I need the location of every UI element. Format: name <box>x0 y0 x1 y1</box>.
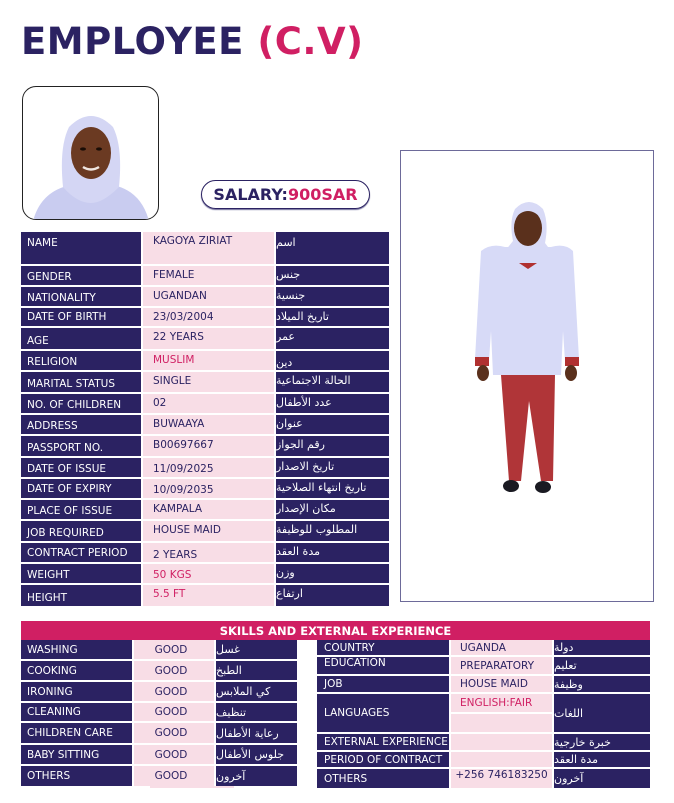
row-label: NO. OF CHILDREN <box>21 394 141 413</box>
skill-value: GOOD <box>132 703 216 721</box>
skill-arabic: رعاية الأطفال <box>216 723 297 743</box>
row-arabic: الحالة الاجتماعية <box>276 372 389 392</box>
row-value: FEMALE <box>141 266 276 285</box>
row-label: MARITAL STATUS <box>21 372 141 392</box>
table-row <box>21 521 389 543</box>
experience-arabic: آخرون <box>554 769 650 788</box>
language-value: ENGLISH:FAIR <box>451 694 552 714</box>
table-row <box>21 500 389 521</box>
skills-table <box>21 640 297 786</box>
row-label: JOB REQUIRED <box>21 521 141 541</box>
row-value: 2 YEARS <box>141 543 276 562</box>
skill-label: CHILDREN CARE <box>21 723 132 743</box>
row-value: UGANDAN <box>141 287 276 306</box>
experience-label: EDUCATION <box>317 657 449 674</box>
experience-arabic: خبرة خارجية <box>554 734 650 750</box>
row-value: B00697667 <box>141 436 276 456</box>
table-row <box>21 351 389 372</box>
row-arabic: المطلوب للوظيفة <box>276 521 389 541</box>
row-label: PLACE OF ISSUE <box>21 500 141 519</box>
table-row <box>21 564 389 585</box>
table-row <box>21 266 389 287</box>
skill-arabic: غسل <box>216 640 297 659</box>
row-value: 02 <box>141 394 276 413</box>
table-tail-decoration <box>150 786 234 788</box>
row-arabic: مكان الإصدار <box>276 500 389 519</box>
table-row <box>21 640 297 661</box>
row-label: ADDRESS <box>21 415 141 434</box>
table-row <box>21 372 389 394</box>
skill-label: CLEANING <box>21 703 132 721</box>
page-title <box>21 20 364 63</box>
experience-label: JOB <box>317 676 449 692</box>
row-value: 5.5 FT <box>141 585 276 606</box>
row-arabic: رقم الجواز <box>276 436 389 456</box>
experience-value: +256 746183250 <box>449 769 554 788</box>
row-label: DATE OF ISSUE <box>21 458 141 477</box>
row-arabic: عمر <box>276 328 389 349</box>
experience-arabic: مدة العقد <box>554 752 650 767</box>
skill-arabic: تنظيف <box>216 703 297 721</box>
table-row <box>21 661 297 682</box>
row-value: SINGLE <box>141 372 276 392</box>
row-label: HEIGHT <box>21 585 141 606</box>
languages-values <box>449 694 554 732</box>
row-value: KAGOYA ZIRIAT <box>141 232 276 264</box>
experience-value <box>449 734 554 750</box>
row-value: 11/09/2025 <box>141 458 276 477</box>
row-arabic: اسم <box>276 232 389 264</box>
table-row <box>21 458 389 479</box>
table-row <box>317 734 650 752</box>
skill-value: GOOD <box>132 745 216 764</box>
row-label: DATE OF EXPIRY <box>21 479 141 498</box>
experience-label: COUNTRY <box>317 640 449 655</box>
row-arabic: وزن <box>276 564 389 583</box>
row-arabic: تاريخ انتهاء الصلاحية <box>276 479 389 498</box>
skill-value: GOOD <box>132 766 216 786</box>
personal-details-table <box>21 232 389 606</box>
row-value: 22 YEARS <box>141 328 276 349</box>
title-accent: (C.V) <box>257 20 364 63</box>
table-row <box>21 232 389 266</box>
experience-value: PREPARATORY <box>449 657 554 674</box>
row-label: NATIONALITY <box>21 287 141 306</box>
row-value: 50 KGS <box>141 564 276 583</box>
table-row <box>21 682 297 703</box>
skills-section-header: SKILLS AND EXTERNAL EXPERIENCE <box>21 621 650 640</box>
row-label: CONTRACT PERIOD <box>21 543 141 562</box>
table-row <box>21 585 389 606</box>
title-main: EMPLOYEE <box>21 20 244 63</box>
skill-value: GOOD <box>132 723 216 743</box>
headshot-photo <box>22 86 159 220</box>
table-row <box>21 723 297 745</box>
experience-arabic: تعليم <box>554 657 650 674</box>
row-value: 23/03/2004 <box>141 308 276 326</box>
skill-label: IRONING <box>21 682 132 701</box>
experience-label: PERIOD OF CONTRACT <box>317 752 449 767</box>
row-label: PASSPORT NO. <box>21 436 141 456</box>
table-row <box>317 752 650 769</box>
skill-value: GOOD <box>132 661 216 680</box>
skill-arabic: الطبخ <box>216 661 297 680</box>
row-label: WEIGHT <box>21 564 141 583</box>
full-body-photo <box>400 150 654 602</box>
experience-table <box>317 640 650 788</box>
table-row <box>21 415 389 436</box>
row-label: DATE OF BIRTH <box>21 308 141 326</box>
table-row <box>317 676 650 694</box>
experience-value: UGANDA <box>449 640 554 655</box>
skill-label: WASHING <box>21 640 132 659</box>
row-value: HOUSE MAID <box>141 521 276 541</box>
skill-label: COOKING <box>21 661 132 680</box>
row-arabic: مدة العقد <box>276 543 389 562</box>
experience-label: LANGUAGES <box>317 694 449 732</box>
skill-arabic: كي الملابس <box>216 682 297 701</box>
experience-label: OTHERS <box>317 769 449 788</box>
salary-label: SALARY: <box>213 185 288 204</box>
row-label: AGE <box>21 328 141 349</box>
table-row <box>21 436 389 458</box>
table-row <box>21 328 389 351</box>
row-value: KAMPALA <box>141 500 276 519</box>
table-row <box>317 694 650 734</box>
row-arabic: دين <box>276 351 389 370</box>
table-row <box>21 394 389 415</box>
person-headshot-icon <box>23 87 159 220</box>
table-row <box>21 745 297 766</box>
language-value-empty <box>451 714 552 732</box>
table-row <box>21 703 297 723</box>
experience-value: HOUSE MAID <box>449 676 554 692</box>
row-value: BUWAAYA <box>141 415 276 434</box>
skill-value: GOOD <box>132 682 216 701</box>
experience-value <box>449 752 554 767</box>
row-arabic: عنوان <box>276 415 389 434</box>
table-row <box>21 766 297 786</box>
skill-arabic: آخرون <box>216 766 297 786</box>
table-row <box>21 287 389 308</box>
row-value: 10/09/2035 <box>141 479 276 498</box>
row-arabic: ارتفاع <box>276 585 389 606</box>
row-arabic: تاريخ الميلاد <box>276 308 389 326</box>
table-row <box>21 479 389 500</box>
table-row <box>21 308 389 328</box>
row-label: RELIGION <box>21 351 141 370</box>
skill-label: BABY SITTING <box>21 745 132 764</box>
experience-arabic: وظيفة <box>554 676 650 692</box>
row-arabic: عدد الأطفال <box>276 394 389 413</box>
table-row <box>317 769 650 788</box>
experience-label: EXTERNAL EXPERIENCE <box>317 734 449 750</box>
salary-value: 900SAR <box>287 185 358 204</box>
skill-arabic: جلوس الأطفال <box>216 745 297 764</box>
experience-arabic: اللغات <box>554 694 650 732</box>
row-label: NAME <box>21 232 141 264</box>
person-full-body-icon <box>401 151 652 600</box>
skill-label: OTHERS <box>21 766 132 786</box>
salary-badge <box>201 180 370 209</box>
row-label: GENDER <box>21 266 141 285</box>
row-arabic: تاريخ الاصدار <box>276 458 389 477</box>
table-row <box>317 657 650 676</box>
row-arabic: جنسية <box>276 287 389 306</box>
row-arabic: جنس <box>276 266 389 285</box>
experience-arabic: دولة <box>554 640 650 655</box>
skill-value: GOOD <box>132 640 216 659</box>
table-row <box>21 543 389 564</box>
row-value: MUSLIM <box>141 351 276 370</box>
table-row <box>317 640 650 657</box>
